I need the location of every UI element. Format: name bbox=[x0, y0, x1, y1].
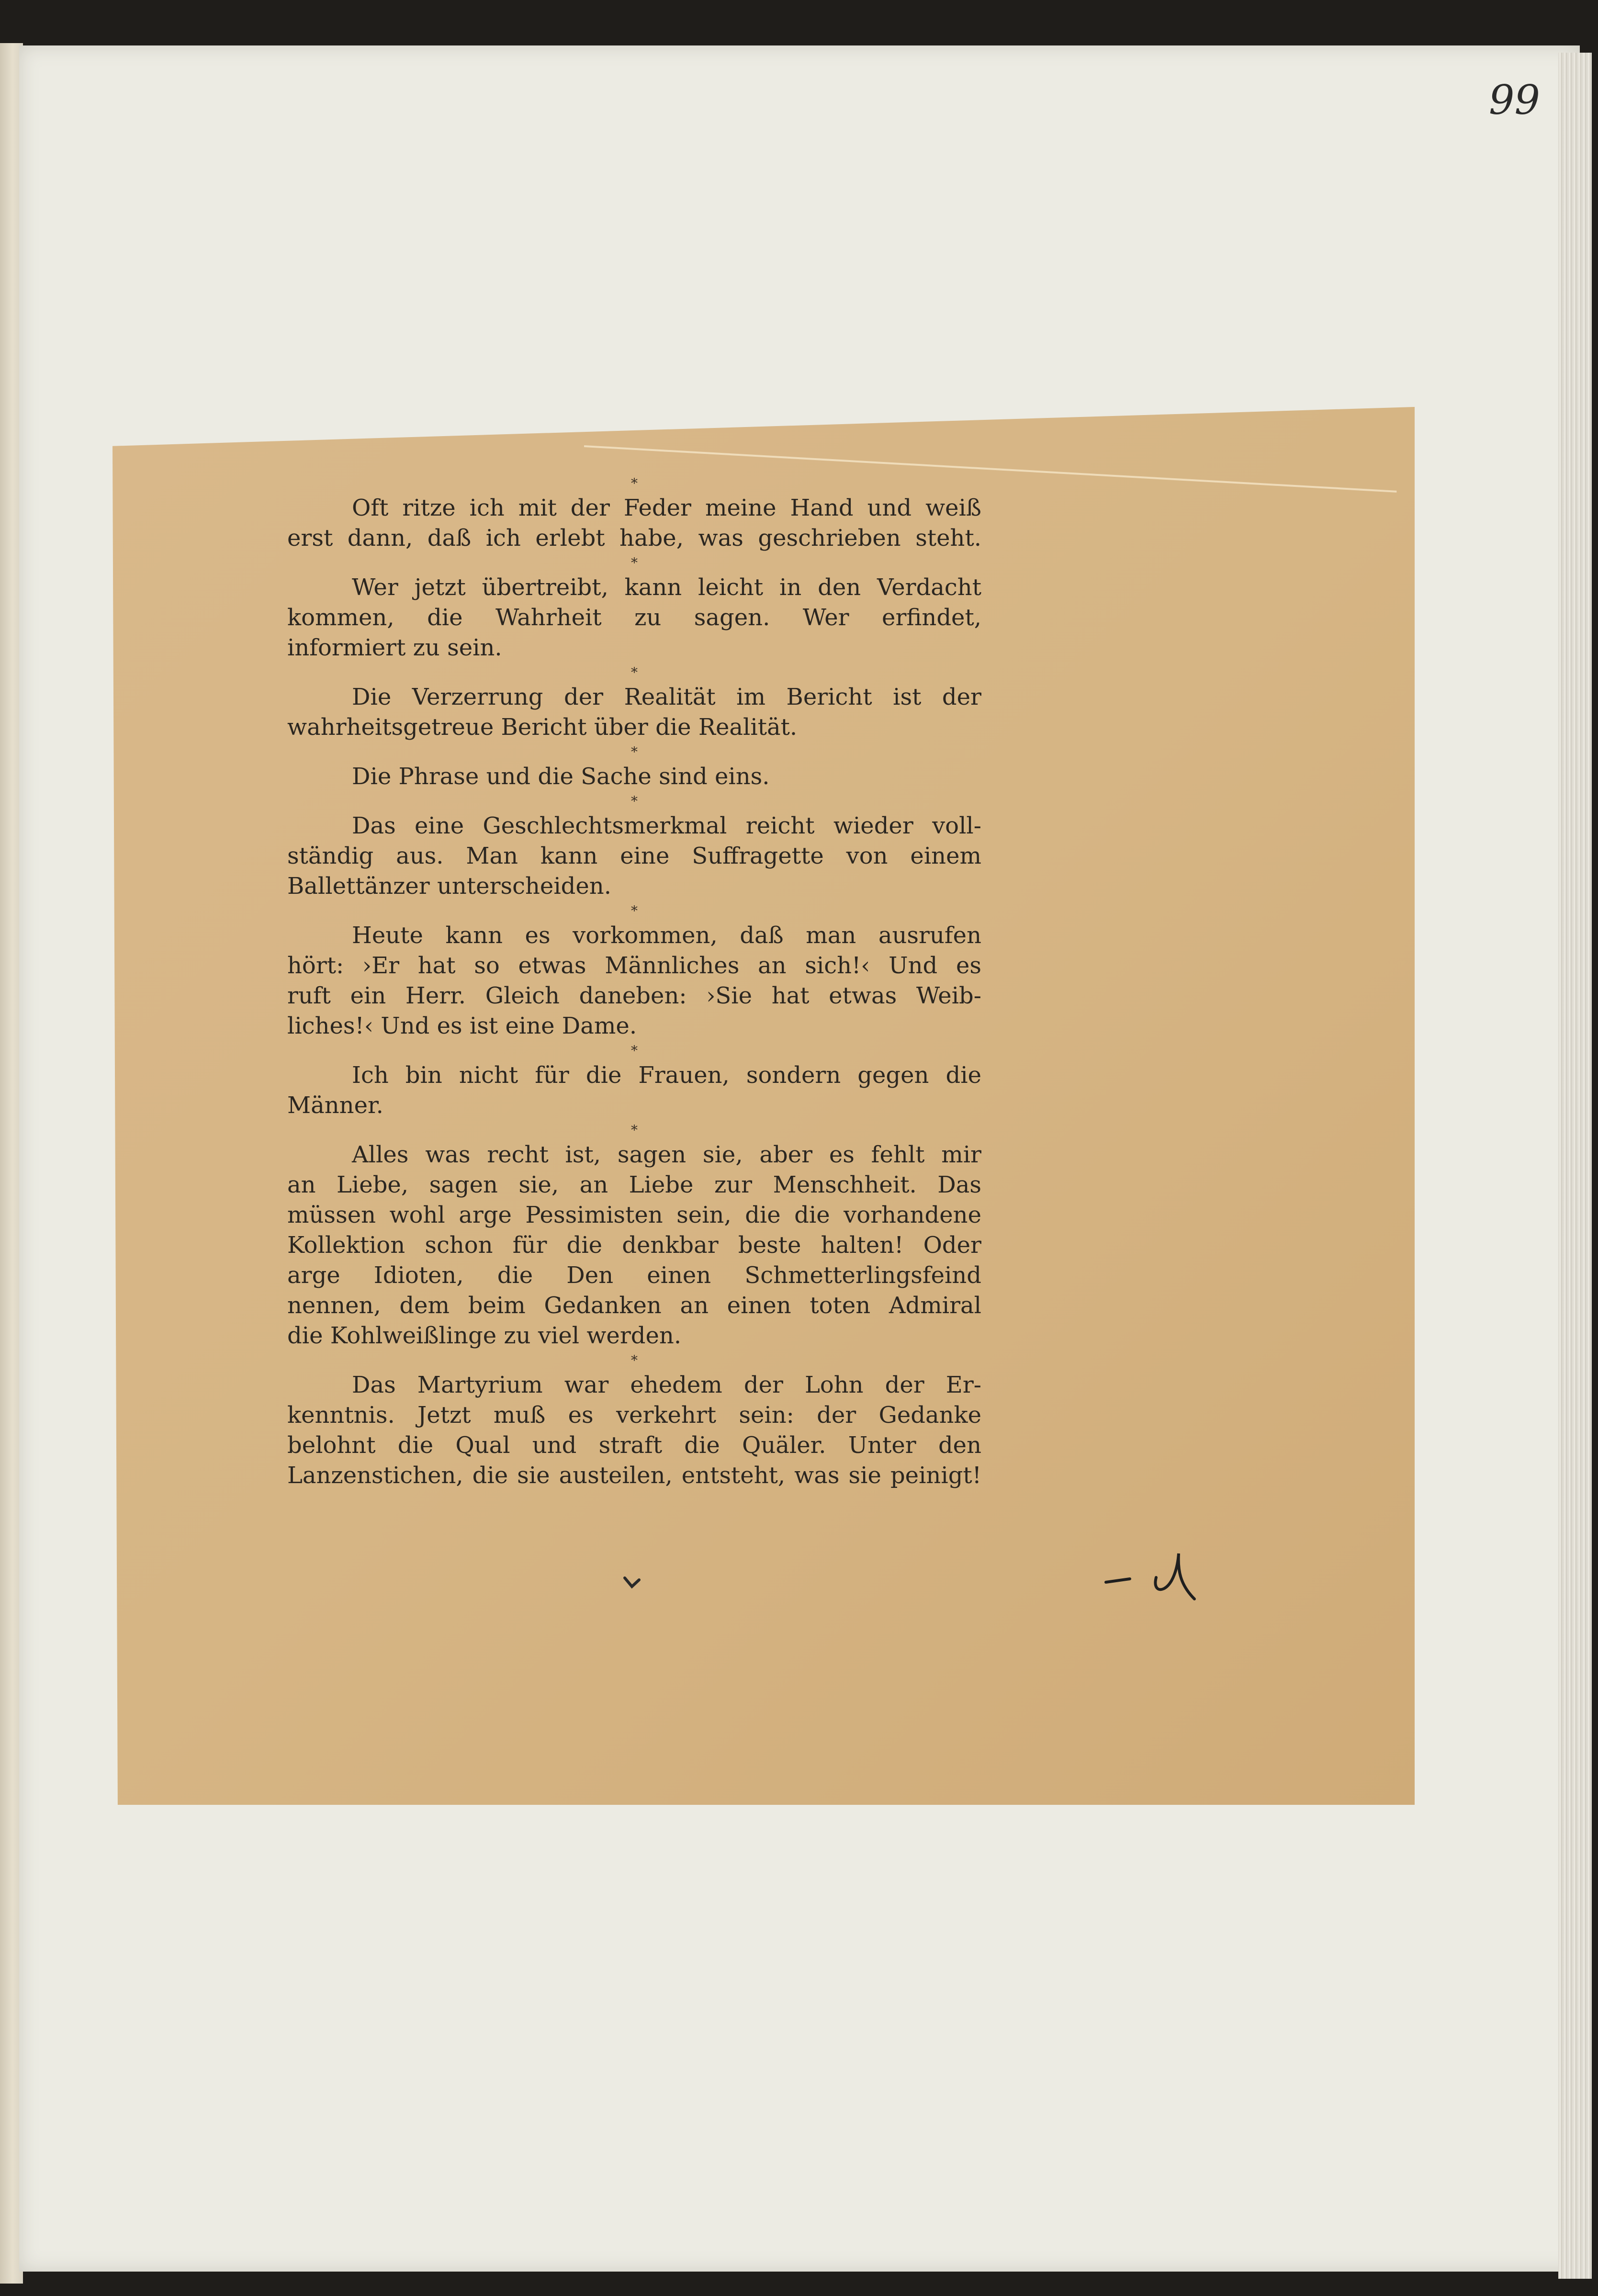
aphorism-line: müssen wohl arge Pessimisten sein, die die vorhandene bbox=[287, 1202, 981, 1228]
aphorism-line: an Liebe, sagen sie, an Liebe zur Menschheit. Das bbox=[287, 1171, 981, 1198]
aphorism-line: die Kohlweißlinge zu viel werden. bbox=[287, 1322, 682, 1349]
aphorism-5 bbox=[287, 811, 981, 901]
aphorism-line: Ich bin nicht für die Frauen, sondern gegen die bbox=[352, 1062, 981, 1089]
aphorism-line: arge Idioten, die Den einen Schmetterlingsfeind bbox=[287, 1262, 981, 1289]
separator-star: * bbox=[631, 793, 638, 809]
aphorism-line: Das eine Geschlechtsmerkmal reicht wieder voll- bbox=[352, 812, 981, 839]
aphorism-line: Heute kann es vorkommen, daß man ausrufen bbox=[352, 922, 981, 949]
aphorism-line: kommen, die Wahrheit zu sagen. Wer erfindet, bbox=[287, 604, 981, 631]
aphorism-1 bbox=[287, 493, 981, 553]
aphorism-line: Wer jetzt übertreibt, kann leicht in den Verdacht bbox=[352, 574, 981, 601]
pencil-caret-mark bbox=[622, 1575, 641, 1589]
folio-number: 99 bbox=[1489, 77, 1540, 124]
separator-star: * bbox=[631, 475, 638, 491]
aphorism-line: nennen, dem beim Gedanken an einen toten Admiral bbox=[287, 1292, 981, 1319]
aphorism-line: Lanzenstichen, die sie austeilen, entsteht, was sie peinigt! bbox=[287, 1462, 981, 1489]
aphorism-4 bbox=[287, 762, 981, 792]
aphorism-line: Die Phrase und die Sache sind eins. bbox=[352, 763, 770, 790]
handwritten-signature bbox=[1101, 1532, 1216, 1609]
aphorism-line: erst dann, daß ich erlebt habe, was geschrieben steht. bbox=[287, 525, 981, 551]
separator-star: * bbox=[631, 555, 638, 571]
aphorism-line: informiert zu sein. bbox=[287, 634, 502, 661]
aphorism-9 bbox=[287, 1370, 981, 1491]
page-stack-right-edge bbox=[1558, 53, 1592, 2279]
aphorism-line: belohnt die Qual und straft die Quäler. Unter den bbox=[287, 1432, 981, 1459]
aphorism-line: kenntnis. Jetzt muß es verkehrt sein: der Gedanke bbox=[287, 1402, 981, 1429]
separator-star: * bbox=[631, 1122, 638, 1138]
aphorism-line: Das Martyrium war ehedem der Lohn der Er- bbox=[352, 1372, 981, 1398]
aphorism-line: ruft ein Herr. Gleich daneben: ›Sie hat etwas Weib- bbox=[287, 982, 981, 1009]
aphorism-line: hört: ›Er hat so etwas Männliches an sich!‹ Und es bbox=[287, 952, 981, 979]
aphorism-column bbox=[287, 474, 981, 1491]
aphorism-8 bbox=[287, 1140, 981, 1351]
separator-star: * bbox=[631, 664, 638, 680]
aphorism-line: Ballettänzer unterscheiden. bbox=[287, 873, 611, 900]
aphorism-line: wahrheitsgetreue Bericht über die Realität. bbox=[287, 714, 798, 741]
aphorism-line: Die Verzerrung der Realität im Bericht ist der bbox=[352, 684, 981, 710]
aphorism-line: Kollektion schon für die denkbar beste halten! Oder bbox=[287, 1232, 981, 1259]
aphorism-line: liches!‹ Und es ist eine Dame. bbox=[287, 1013, 637, 1039]
aphorism-7 bbox=[287, 1060, 981, 1121]
aphorism-line: Männer. bbox=[287, 1092, 383, 1119]
aphorism-2 bbox=[287, 573, 981, 663]
aphorism-6 bbox=[287, 921, 981, 1041]
separator-star: * bbox=[631, 744, 638, 760]
aphorism-line: Oft ritze ich mit der Feder meine Hand und weiß bbox=[352, 495, 981, 521]
separator-star: * bbox=[631, 903, 638, 919]
aphorism-line: ständig aus. Man kann eine Suffragette von einem bbox=[287, 843, 981, 869]
aphorism-3 bbox=[287, 682, 981, 743]
separator-star: * bbox=[631, 1352, 638, 1368]
separator-star: * bbox=[631, 1043, 638, 1058]
aphorism-line: Alles was recht ist, sagen sie, aber es fehlt mir bbox=[352, 1141, 981, 1168]
